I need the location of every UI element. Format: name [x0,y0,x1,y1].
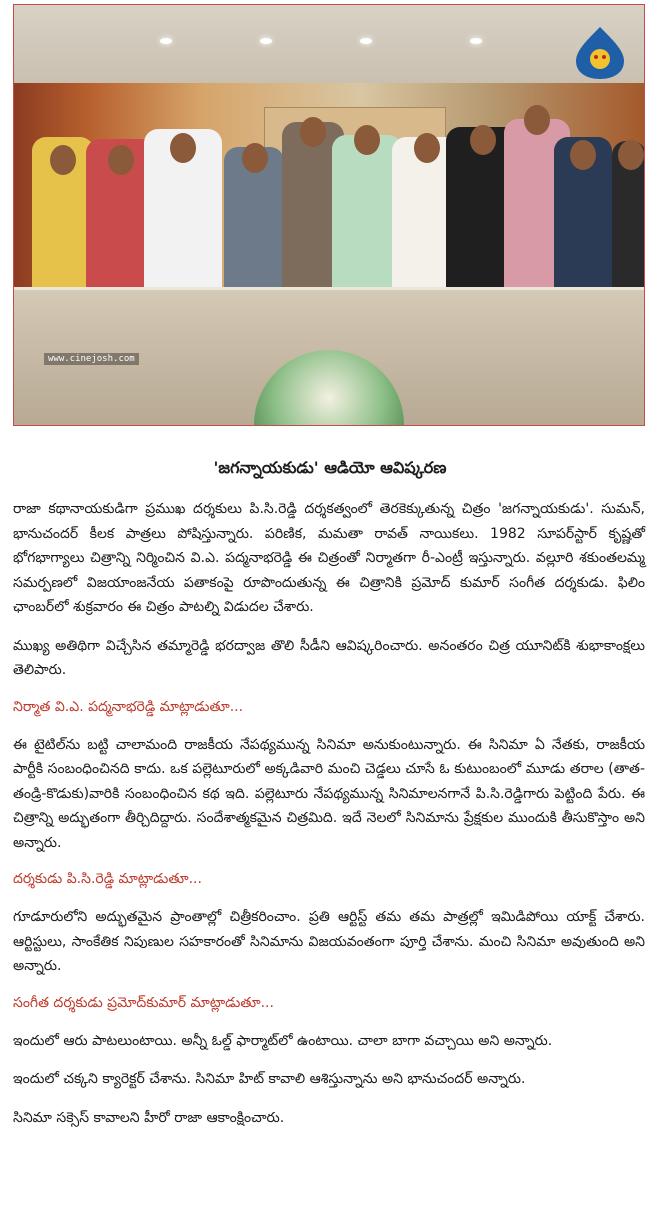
person-head [300,117,326,147]
ceiling [14,5,644,83]
section-heading: సంగీత దర్శకుడు ప్రమోద్‌కుమార్ మాట్లాడుతూ... [13,994,274,1011]
article-paragraph: ఈ టైటిల్‌ను బట్టి చాలామంది రాజకీయ నేపథ్యమున్న సినిమా అనుకుంటున్నారు. ఈ సినిమా ఏ నేతకు, రాజకీయ పార్టీకి సంబంధించినది కాదు. ఒక పల్లెటూరులో అక్కడివారి మంచి చెడ్డలు చూసే ఓ కుటుంబంలో మూడు తరాల (తాత-తండ్రి-కొడుకు)వారికి సంబంధించిన కథ ఇది. పల్లెటూరు నేపథ్యమున్న సినిమాలనగానే పి.సి.రెడ్డిగారు పెట్టింది పేరు. ఈ చిత్రాన్ని అద్భుతంగా తీర్చిదిద్దారు. సందేశాత్మకమైన చిత్రమిది. ఇదే నెలలో సినిమాను ప్రేక్షకుల ముందుకి తీసుకొస్తాం అని అన్నారు. [13,736,645,851]
ceiling-light [160,38,172,44]
person-head [414,133,440,163]
article-paragraph: సినిమా సక్సెస్ కావాలని హీరో రాజా ఆకాంక్షించారు. [13,1109,285,1126]
article-body [13,497,645,1144]
article-paragraph: ఇందులో ఆరు పాటలుంటాయి. అన్నీ ఓల్డ్ ఫార్మాట్‌లో ఉంటాయి. చాలా బాగా వచ్చాయి అని అన్నారు. [13,1032,553,1049]
article-paragraph: గూడూరులోని అద్భుతమైన ప్రాంతాల్లో చిత్రీకరించాం. ప్రతి ఆర్టిస్ట్ తమ తమ పాత్రల్లో ఇమిడిపోయి యాక్ట్ చేశారు. ఆర్టిస్టులు, సాంకేతిక నిపుణుల సహకారంతో సినిమాను విజయవంతంగా పూర్తి చేశాను. మంచి సినిమా అవుతుంది అని అన్నారు. [13,909,645,974]
section-heading: నిర్మాత వి.ఎ. పద్మనాభరెడ్డి మాట్లాడుతూ... [13,698,244,715]
photo-watermark: www.cinejosh.com [44,353,139,365]
event-photo [13,4,645,426]
person-head [108,145,134,175]
person-head [470,125,496,155]
section-heading: దర్శకుడు పి.సి.రెడ్డి మాట్లాడుతూ... [13,871,202,887]
article-paragraph: ఇందులో చక్కని క్యారెక్టర్ చేశాను. సినిమా హిట్ కావాలి ఆశిస్తున్నాను అని భానుచందర్ అన్నారు. [13,1071,526,1087]
article-title: 'జగన్నాయకుడు' ఆడియో ఆవిష్కరణ [213,458,447,477]
ceiling-light [360,38,372,44]
article-paragraph: ముఖ్య అతిథిగా విచ్చేసిన తమ్మారెడ్డి భరద్వాజ తొలి సీడీని ఆవిష్కరించారు. అనంతరం చిత్ర యూనిట్‌కి శుభాకాంక్షలు తెలిపారు. [13,637,645,678]
ceiling-light [260,38,272,44]
person-head [170,133,196,163]
person-head [570,140,596,170]
person-head [50,145,76,175]
article-paragraph: రాజా కథానాయకుడిగా ప్రముఖ దర్శకులు పి.సి.రెడ్డి దర్శకత్వంలో తెరకెక్కుతున్న చిత్రం 'జగన్నాయకుడు'. సుమన్, భానుచందర్ కీలక పాత్రలు పోషిస్తున్నారు. పరిణిక, మమతా రావత్ నాయికలు. 1982 సూపర్‌స్టార్ కృష్ణతో భోగభాగ్యాలు చిత్రాన్ని నిర్మించిన వి.ఎ. పద్మనాభరెడ్డి ఈ చిత్రంతో నిర్మాతగా రీ-ఎంట్రీ ఇస్తున్నారు. వల్లూరి శకుంతలమ్మ సమర్పణలో విజయాంజనేయ పతాకంపై రూపొందుతున్న ఈ చిత్రానికి ప్రమోద్ కుమార్ సంగీత దర్శకుడు. ఫిలిం ఛాంబర్‌లో శుక్రవారం ఈ చిత్రం పాటల్ని విడుదల చేశారు. [13,501,645,615]
cinejosh-logo-icon [574,25,626,81]
person-head [354,125,380,155]
person-head [618,140,644,170]
ceiling-light [470,38,482,44]
person-head [242,143,268,173]
person-head [524,105,550,135]
